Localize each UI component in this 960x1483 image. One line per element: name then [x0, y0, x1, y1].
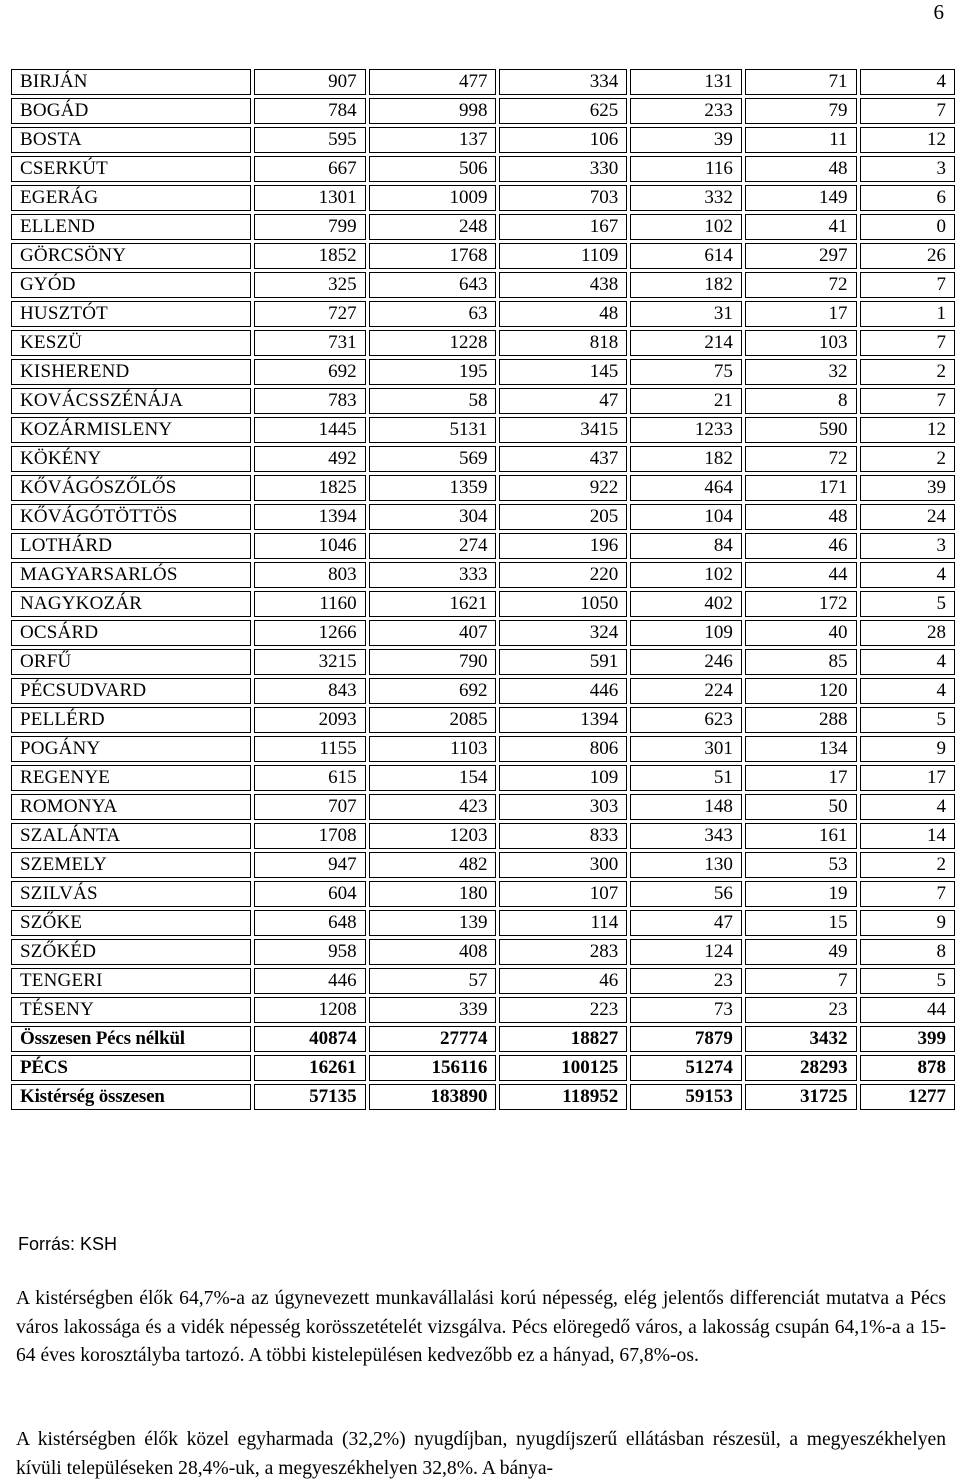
settlement-name-cell: KÖKÉNY — [11, 446, 251, 472]
value-cell: 325 — [254, 272, 366, 298]
value-cell: 283 — [499, 939, 627, 965]
value-cell: 301 — [630, 736, 742, 762]
value-cell: 464 — [630, 475, 742, 501]
table-row — [11, 620, 955, 646]
value-cell: 731 — [254, 330, 366, 356]
settlement-name-cell: BIRJÁN — [11, 69, 251, 95]
table-row — [11, 707, 955, 733]
value-cell: 4 — [860, 69, 956, 95]
value-cell: 3415 — [499, 417, 627, 443]
value-cell: 182 — [630, 272, 742, 298]
value-cell: 47 — [630, 910, 742, 936]
value-cell: 1277 — [860, 1084, 956, 1110]
value-cell: 48 — [499, 301, 627, 327]
table-row — [11, 794, 955, 820]
value-cell: 14 — [860, 823, 956, 849]
table-row — [11, 359, 955, 385]
value-cell: 5 — [860, 707, 956, 733]
value-cell: 18827 — [499, 1026, 627, 1052]
value-cell: 1155 — [254, 736, 366, 762]
value-cell: 492 — [254, 446, 366, 472]
table-row — [11, 185, 955, 211]
value-cell: 1394 — [499, 707, 627, 733]
value-cell: 23 — [745, 997, 857, 1023]
value-cell: 118952 — [499, 1084, 627, 1110]
settlement-name-cell: GÖRCSÖNY — [11, 243, 251, 269]
value-cell: 482 — [369, 852, 497, 878]
settlement-name-cell: TÉSENY — [11, 997, 251, 1023]
table-row — [11, 765, 955, 791]
value-cell: 15 — [745, 910, 857, 936]
settlement-name-cell: REGENYE — [11, 765, 251, 791]
settlement-name-cell: ROMONYA — [11, 794, 251, 820]
value-cell: 7 — [860, 272, 956, 298]
table-row — [11, 678, 955, 704]
value-cell: 0 — [860, 214, 956, 240]
value-cell: 692 — [369, 678, 497, 704]
settlement-name-cell: PÉCS — [11, 1055, 251, 1081]
value-cell: 399 — [860, 1026, 956, 1052]
value-cell: 783 — [254, 388, 366, 414]
value-cell: 220 — [499, 562, 627, 588]
value-cell: 300 — [499, 852, 627, 878]
settlement-name-cell: KISHEREND — [11, 359, 251, 385]
value-cell: 40874 — [254, 1026, 366, 1052]
table-row — [11, 69, 955, 95]
settlement-name-cell: SZEMELY — [11, 852, 251, 878]
value-cell: 5 — [860, 968, 956, 994]
table-row — [11, 881, 955, 907]
value-cell: 31 — [630, 301, 742, 327]
table-row — [11, 446, 955, 472]
value-cell: 32 — [745, 359, 857, 385]
value-cell: 2093 — [254, 707, 366, 733]
settlement-name-cell: BOSTA — [11, 127, 251, 153]
value-cell: 171 — [745, 475, 857, 501]
source-note: Forrás: KSH — [18, 1234, 118, 1254]
value-cell: 998 — [369, 98, 497, 124]
value-cell: 643 — [369, 272, 497, 298]
value-cell: 41 — [745, 214, 857, 240]
value-cell: 648 — [254, 910, 366, 936]
table-body — [11, 69, 955, 1110]
value-cell: 24 — [860, 504, 956, 530]
settlement-name-cell: POGÁNY — [11, 736, 251, 762]
value-cell: 1394 — [254, 504, 366, 530]
value-cell: 332 — [630, 185, 742, 211]
value-cell: 50 — [745, 794, 857, 820]
table-row — [11, 939, 955, 965]
value-cell: 19 — [745, 881, 857, 907]
value-cell: 1160 — [254, 591, 366, 617]
value-cell: 149 — [745, 185, 857, 211]
value-cell: 134 — [745, 736, 857, 762]
value-cell: 1109 — [499, 243, 627, 269]
value-cell: 1621 — [369, 591, 497, 617]
value-cell: 104 — [630, 504, 742, 530]
value-cell: 84 — [630, 533, 742, 559]
value-cell: 23 — [630, 968, 742, 994]
settlement-name-cell: GYÓD — [11, 272, 251, 298]
value-cell: 590 — [745, 417, 857, 443]
table-row — [11, 388, 955, 414]
value-cell: 107 — [499, 881, 627, 907]
table-row — [11, 504, 955, 530]
value-cell: 2 — [860, 852, 956, 878]
settlement-name-cell: BOGÁD — [11, 98, 251, 124]
value-cell: 5 — [860, 591, 956, 617]
value-cell: 304 — [369, 504, 497, 530]
value-cell: 1301 — [254, 185, 366, 211]
value-cell: 1208 — [254, 997, 366, 1023]
value-cell: 57135 — [254, 1084, 366, 1110]
value-cell: 205 — [499, 504, 627, 530]
value-cell: 75 — [630, 359, 742, 385]
value-cell: 1050 — [499, 591, 627, 617]
value-cell: 46 — [499, 968, 627, 994]
table-row — [11, 156, 955, 182]
value-cell: 73 — [630, 997, 742, 1023]
value-cell: 26 — [860, 243, 956, 269]
value-cell: 8 — [860, 939, 956, 965]
table-row — [11, 997, 955, 1023]
value-cell: 947 — [254, 852, 366, 878]
settlement-name-cell: MAGYARSARLÓS — [11, 562, 251, 588]
value-cell: 8 — [745, 388, 857, 414]
value-cell: 7 — [860, 881, 956, 907]
value-cell: 102 — [630, 562, 742, 588]
value-cell: 843 — [254, 678, 366, 704]
value-cell: 4 — [860, 649, 956, 675]
settlement-name-cell: KŐVÁGÓSZŐLŐS — [11, 475, 251, 501]
value-cell: 3432 — [745, 1026, 857, 1052]
value-cell: 51274 — [630, 1055, 742, 1081]
value-cell: 224 — [630, 678, 742, 704]
value-cell: 1825 — [254, 475, 366, 501]
table-row — [11, 272, 955, 298]
value-cell: 958 — [254, 939, 366, 965]
value-cell: 28293 — [745, 1055, 857, 1081]
value-cell: 1233 — [630, 417, 742, 443]
value-cell: 57 — [369, 968, 497, 994]
settlement-name-cell: KŐVÁGÓTÖTTÖS — [11, 504, 251, 530]
value-cell: 402 — [630, 591, 742, 617]
value-cell: 28 — [860, 620, 956, 646]
settlement-name-cell: OCSÁRD — [11, 620, 251, 646]
paragraph-working-age: A kistérségben élők 64,7%-a az úgynevezett munkavállalási korú népesség, elég jelentős differenciát mutatva a Pécs város lakossága és a vidék népesség korösszetételét vizsgálva. Pécs elöregedő város, a lakosság csupán 64,1%-a a 15-64 éves korosztályba tartozó. A többi kistelepülésen kedvezőbb ez a hányad, 67,8%-os. — [16, 1288, 946, 1367]
value-cell: 604 — [254, 881, 366, 907]
value-cell: 11 — [745, 127, 857, 153]
value-cell: 1359 — [369, 475, 497, 501]
value-cell: 297 — [745, 243, 857, 269]
table-row — [11, 533, 955, 559]
value-cell: 40 — [745, 620, 857, 646]
value-cell: 31725 — [745, 1084, 857, 1110]
value-cell: 130 — [630, 852, 742, 878]
value-cell: 72 — [745, 446, 857, 472]
value-cell: 1266 — [254, 620, 366, 646]
value-cell: 1708 — [254, 823, 366, 849]
value-cell: 1768 — [369, 243, 497, 269]
value-cell: 17 — [860, 765, 956, 791]
settlement-name-cell: SZŐKÉD — [11, 939, 251, 965]
value-cell: 148 — [630, 794, 742, 820]
value-cell: 446 — [499, 678, 627, 704]
value-cell: 1103 — [369, 736, 497, 762]
value-cell: 156116 — [369, 1055, 497, 1081]
value-cell: 625 — [499, 98, 627, 124]
settlement-name-cell: PELLÉRD — [11, 707, 251, 733]
value-cell: 288 — [745, 707, 857, 733]
value-cell: 131 — [630, 69, 742, 95]
value-cell: 7 — [860, 330, 956, 356]
value-cell: 71 — [745, 69, 857, 95]
value-cell: 7879 — [630, 1026, 742, 1052]
value-cell: 120 — [745, 678, 857, 704]
value-cell: 145 — [499, 359, 627, 385]
summary-row — [11, 1055, 955, 1081]
settlement-name-cell: Kistérség összesen — [11, 1084, 251, 1110]
value-cell: 39 — [630, 127, 742, 153]
table-row — [11, 127, 955, 153]
value-cell: 2 — [860, 446, 956, 472]
settlement-name-cell: Összesen Pécs nélkül — [11, 1026, 251, 1052]
value-cell: 407 — [369, 620, 497, 646]
value-cell: 109 — [630, 620, 742, 646]
value-cell: 214 — [630, 330, 742, 356]
paragraph-pensioners: A kistérségben élők közel egyharmada (32,2%) nyugdíjban, nyugdíjszerű ellátásban részesül, a megyeszékhelyen kívüli településeken 28,4%-uk, a megyeszékhelyen 32,8%. A bánya- — [16, 1429, 946, 1479]
table-row — [11, 214, 955, 240]
value-cell: 9 — [860, 736, 956, 762]
value-cell: 438 — [499, 272, 627, 298]
table-row — [11, 649, 955, 675]
value-cell: 48 — [745, 156, 857, 182]
value-cell: 195 — [369, 359, 497, 385]
value-cell: 223 — [499, 997, 627, 1023]
value-cell: 878 — [860, 1055, 956, 1081]
table-row — [11, 243, 955, 269]
value-cell: 137 — [369, 127, 497, 153]
value-cell: 803 — [254, 562, 366, 588]
table-row — [11, 591, 955, 617]
table-row — [11, 417, 955, 443]
value-cell: 667 — [254, 156, 366, 182]
value-cell: 72 — [745, 272, 857, 298]
value-cell: 1852 — [254, 243, 366, 269]
value-cell: 3215 — [254, 649, 366, 675]
value-cell: 339 — [369, 997, 497, 1023]
value-cell: 51 — [630, 765, 742, 791]
value-cell: 4 — [860, 562, 956, 588]
value-cell: 196 — [499, 533, 627, 559]
value-cell: 437 — [499, 446, 627, 472]
value-cell: 49 — [745, 939, 857, 965]
value-cell: 100125 — [499, 1055, 627, 1081]
value-cell: 27774 — [369, 1026, 497, 1052]
value-cell: 47 — [499, 388, 627, 414]
value-cell: 48 — [745, 504, 857, 530]
value-cell: 343 — [630, 823, 742, 849]
value-cell: 180 — [369, 881, 497, 907]
value-cell: 103 — [745, 330, 857, 356]
settlement-name-cell: NAGYKOZÁR — [11, 591, 251, 617]
settlement-name-cell: LOTHÁRD — [11, 533, 251, 559]
value-cell: 2 — [860, 359, 956, 385]
value-cell: 591 — [499, 649, 627, 675]
settlement-name-cell: SZŐKE — [11, 910, 251, 936]
value-cell: 784 — [254, 98, 366, 124]
value-cell: 707 — [254, 794, 366, 820]
value-cell: 17 — [745, 765, 857, 791]
settlement-name-cell: ELLEND — [11, 214, 251, 240]
settlement-name-cell: EGERÁG — [11, 185, 251, 211]
value-cell: 9 — [860, 910, 956, 936]
value-cell: 79 — [745, 98, 857, 124]
value-cell: 615 — [254, 765, 366, 791]
table-row — [11, 736, 955, 762]
settlement-name-cell: KOZÁRMISLENY — [11, 417, 251, 443]
value-cell: 806 — [499, 736, 627, 762]
page-number: 6 — [933, 0, 944, 24]
table-row — [11, 910, 955, 936]
value-cell: 922 — [499, 475, 627, 501]
value-cell: 623 — [630, 707, 742, 733]
value-cell: 16261 — [254, 1055, 366, 1081]
population-table — [8, 66, 958, 1113]
value-cell: 102 — [630, 214, 742, 240]
settlement-name-cell: SZILVÁS — [11, 881, 251, 907]
value-cell: 1203 — [369, 823, 497, 849]
value-cell: 446 — [254, 968, 366, 994]
value-cell: 7 — [860, 388, 956, 414]
value-cell: 799 — [254, 214, 366, 240]
settlement-name-cell: PÉCSUDVARD — [11, 678, 251, 704]
value-cell: 53 — [745, 852, 857, 878]
value-cell: 324 — [499, 620, 627, 646]
value-cell: 3 — [860, 156, 956, 182]
table-row — [11, 301, 955, 327]
value-cell: 1 — [860, 301, 956, 327]
value-cell: 44 — [745, 562, 857, 588]
value-cell: 5131 — [369, 417, 497, 443]
value-cell: 334 — [499, 69, 627, 95]
value-cell: 12 — [860, 127, 956, 153]
value-cell: 4 — [860, 794, 956, 820]
value-cell: 58 — [369, 388, 497, 414]
value-cell: 154 — [369, 765, 497, 791]
value-cell: 333 — [369, 562, 497, 588]
value-cell: 833 — [499, 823, 627, 849]
value-cell: 274 — [369, 533, 497, 559]
value-cell: 17 — [745, 301, 857, 327]
table-row — [11, 98, 955, 124]
value-cell: 7 — [745, 968, 857, 994]
value-cell: 818 — [499, 330, 627, 356]
value-cell: 44 — [860, 997, 956, 1023]
value-cell: 167 — [499, 214, 627, 240]
value-cell: 39 — [860, 475, 956, 501]
value-cell: 246 — [630, 649, 742, 675]
settlement-name-cell: ORFŰ — [11, 649, 251, 675]
value-cell: 692 — [254, 359, 366, 385]
table-row — [11, 330, 955, 356]
value-cell: 139 — [369, 910, 497, 936]
table-row — [11, 475, 955, 501]
value-cell: 303 — [499, 794, 627, 820]
value-cell: 63 — [369, 301, 497, 327]
value-cell: 106 — [499, 127, 627, 153]
value-cell: 2085 — [369, 707, 497, 733]
value-cell: 109 — [499, 765, 627, 791]
value-cell: 114 — [499, 910, 627, 936]
value-cell: 172 — [745, 591, 857, 617]
table-row — [11, 562, 955, 588]
settlement-name-cell: SZALÁNTA — [11, 823, 251, 849]
settlement-name-cell: TENGERI — [11, 968, 251, 994]
value-cell: 6 — [860, 185, 956, 211]
value-cell: 85 — [745, 649, 857, 675]
value-cell: 59153 — [630, 1084, 742, 1110]
value-cell: 56 — [630, 881, 742, 907]
value-cell: 569 — [369, 446, 497, 472]
value-cell: 248 — [369, 214, 497, 240]
value-cell: 1228 — [369, 330, 497, 356]
value-cell: 161 — [745, 823, 857, 849]
value-cell: 12 — [860, 417, 956, 443]
value-cell: 183890 — [369, 1084, 497, 1110]
table-row — [11, 968, 955, 994]
value-cell: 477 — [369, 69, 497, 95]
settlement-name-cell: CSERKÚT — [11, 156, 251, 182]
settlement-name-cell: KESZÜ — [11, 330, 251, 356]
value-cell: 182 — [630, 446, 742, 472]
value-cell: 7 — [860, 98, 956, 124]
value-cell: 21 — [630, 388, 742, 414]
value-cell: 233 — [630, 98, 742, 124]
value-cell: 4 — [860, 678, 956, 704]
value-cell: 1046 — [254, 533, 366, 559]
table-row — [11, 852, 955, 878]
settlement-name-cell: HUSZTÓT — [11, 301, 251, 327]
value-cell: 907 — [254, 69, 366, 95]
value-cell: 1445 — [254, 417, 366, 443]
value-cell: 790 — [369, 649, 497, 675]
value-cell: 46 — [745, 533, 857, 559]
value-cell: 116 — [630, 156, 742, 182]
value-cell: 408 — [369, 939, 497, 965]
settlement-name-cell: KOVÁCSSZÉNÁJA — [11, 388, 251, 414]
value-cell: 124 — [630, 939, 742, 965]
summary-row — [11, 1026, 955, 1052]
value-cell: 1009 — [369, 185, 497, 211]
summary-row — [11, 1084, 955, 1110]
value-cell: 614 — [630, 243, 742, 269]
value-cell: 595 — [254, 127, 366, 153]
value-cell: 506 — [369, 156, 497, 182]
value-cell: 330 — [499, 156, 627, 182]
value-cell: 727 — [254, 301, 366, 327]
value-cell: 423 — [369, 794, 497, 820]
table-row — [11, 823, 955, 849]
value-cell: 703 — [499, 185, 627, 211]
value-cell: 3 — [860, 533, 956, 559]
